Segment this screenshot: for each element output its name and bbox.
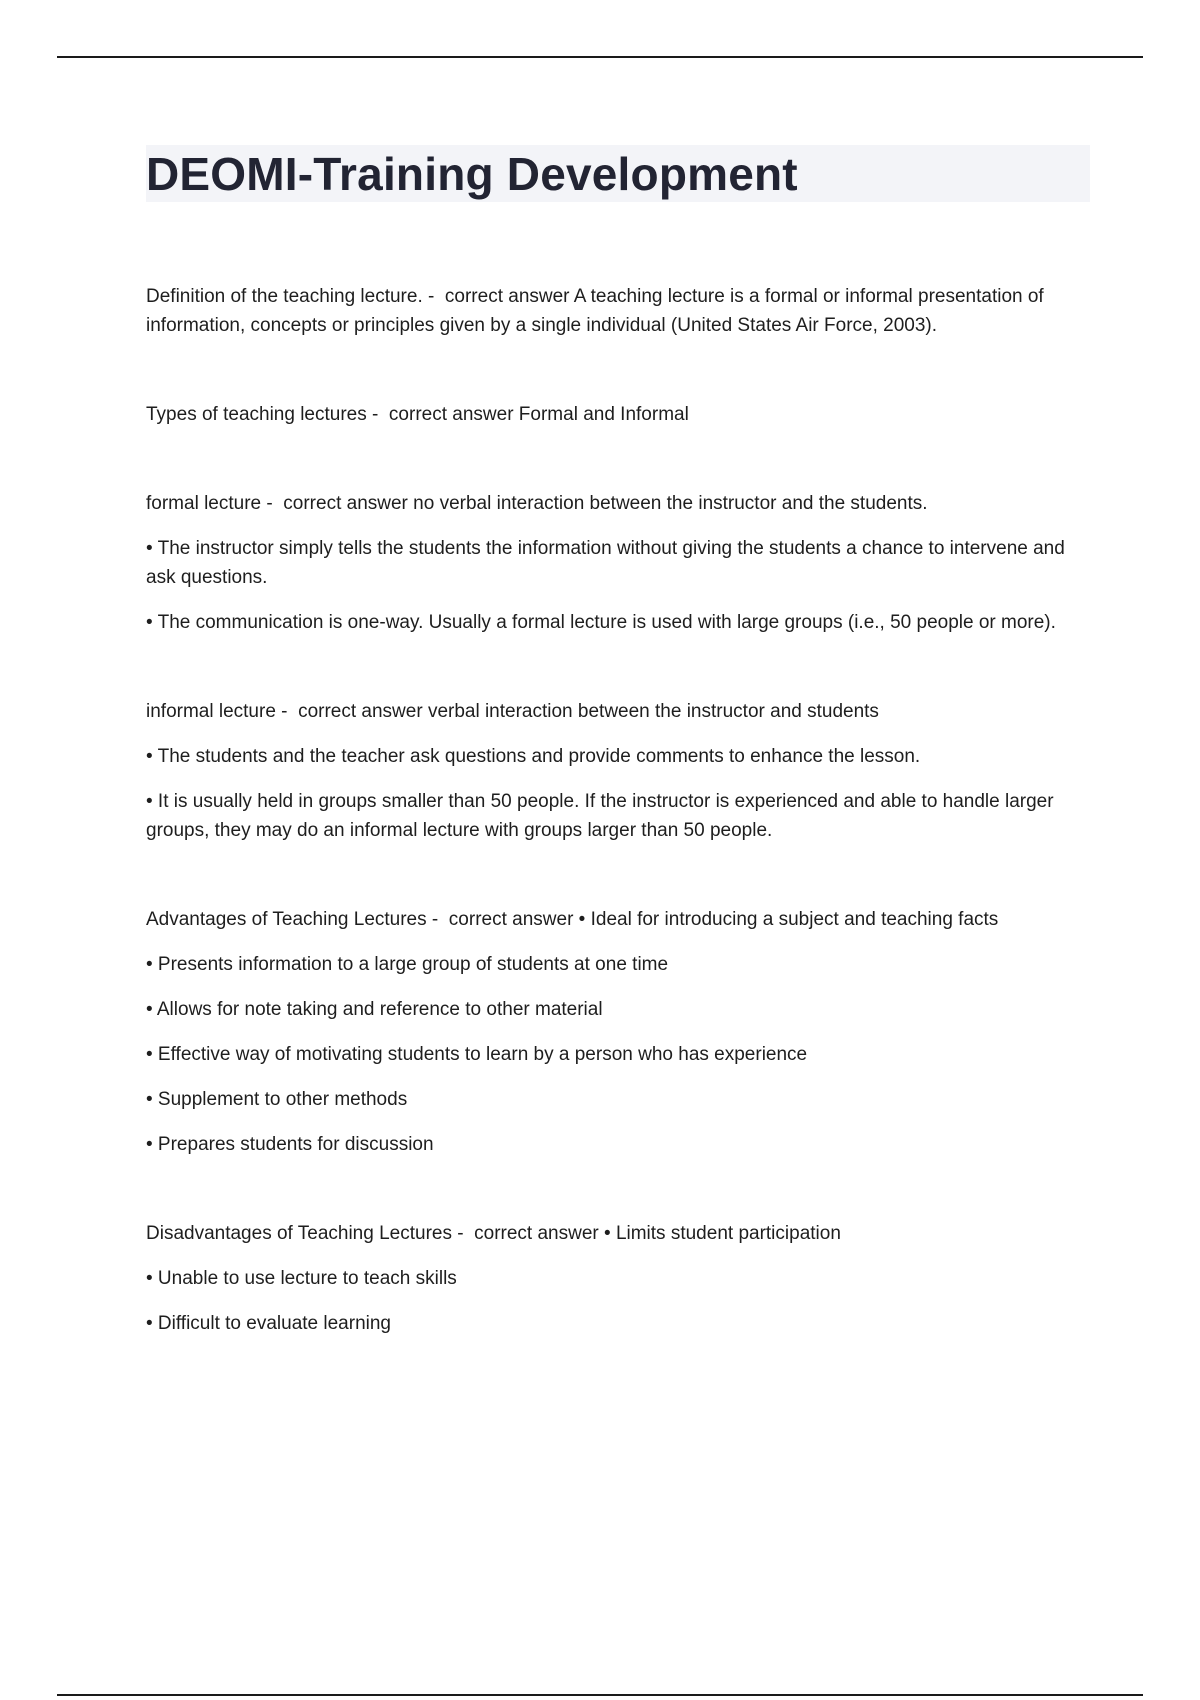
qa-question-line xyxy=(146,282,1090,340)
top-rule xyxy=(57,56,1143,58)
qa-detail: • Effective way of motivating students to learn by a person who has experience xyxy=(146,1044,808,1065)
qa-detail: • The instructor simply tells the students the information without giving the students a chance to intervene and ask questions. xyxy=(146,538,1065,588)
answer-label: correct answer xyxy=(444,286,574,307)
qa-question-line xyxy=(146,1219,1090,1248)
bottom-rule xyxy=(57,1694,1143,1696)
qa-entry xyxy=(146,697,1090,845)
qa-entry xyxy=(146,400,1090,429)
qa-question-line xyxy=(146,697,1090,726)
answer-label: correct answer xyxy=(448,909,579,930)
qa-question-line xyxy=(146,489,1090,518)
qa-separator: - xyxy=(426,909,449,930)
qa-detail: • The students and the teacher ask questions and provide comments to enhance the lesson. xyxy=(146,746,921,767)
qa-entry xyxy=(146,282,1090,340)
qa-detail: • Presents information to a large group of students at one time xyxy=(146,954,669,975)
qa-term: Advantages of Teaching Lectures xyxy=(146,909,427,930)
qa-separator: - xyxy=(422,286,445,307)
qa-term: informal lecture xyxy=(146,701,276,722)
qa-term: Disadvantages of Teaching Lectures xyxy=(146,1223,452,1244)
qa-term: formal lecture xyxy=(146,493,262,514)
qa-term: Definition of the teaching lecture. xyxy=(146,286,423,307)
document-page xyxy=(146,145,1090,1338)
qa-detail: • Allows for note taking and reference to other material xyxy=(146,999,603,1020)
qa-question-line xyxy=(146,400,1090,429)
qa-answer: A teaching lecture is a formal or informal presentation of information, concepts or principles given by a single individual (United States Air Force, 2003). xyxy=(146,286,1044,336)
qa-separator: - xyxy=(261,493,284,514)
qa-separator: - xyxy=(275,701,299,722)
qa-entry xyxy=(146,905,1090,1159)
answer-label: correct answer xyxy=(388,404,519,425)
qa-entry xyxy=(146,489,1090,637)
qa-answer: verbal interaction between the instructor and students xyxy=(427,701,879,722)
qa-answer: no verbal interaction between the instructor and the students. xyxy=(413,493,928,514)
qa-detail: • Supplement to other methods xyxy=(146,1089,408,1110)
qa-entry xyxy=(146,1219,1090,1338)
qa-separator: - xyxy=(366,404,389,425)
qa-list xyxy=(146,282,1090,1338)
qa-term: Types of teaching lectures xyxy=(146,404,367,425)
document-title: DEOMI-Training Development xyxy=(146,147,798,200)
qa-separator: - xyxy=(451,1223,475,1244)
qa-question-line xyxy=(146,905,1090,934)
answer-label: correct answer xyxy=(298,701,428,722)
qa-answer: • Ideal for introducing a subject and teaching facts xyxy=(578,909,999,930)
qa-answer: • Limits student participation xyxy=(604,1223,841,1244)
answer-label: correct answer xyxy=(283,493,414,514)
title-band xyxy=(146,145,1090,202)
qa-detail: • It is usually held in groups smaller than 50 people. If the instructor is experienced and able to handle larger groups, they may do an informal lecture with groups larger than 50 people. xyxy=(146,791,1054,841)
qa-detail: • The communication is one-way. Usually a formal lecture is used with large groups (i.e., 50 people or more). xyxy=(146,612,1056,633)
answer-label: correct answer xyxy=(474,1223,605,1244)
qa-detail: • Unable to use lecture to teach skills xyxy=(146,1268,457,1289)
qa-answer: Formal and Informal xyxy=(518,404,689,425)
qa-detail: • Prepares students for discussion xyxy=(146,1134,434,1155)
qa-detail: • Difficult to evaluate learning xyxy=(146,1313,391,1334)
